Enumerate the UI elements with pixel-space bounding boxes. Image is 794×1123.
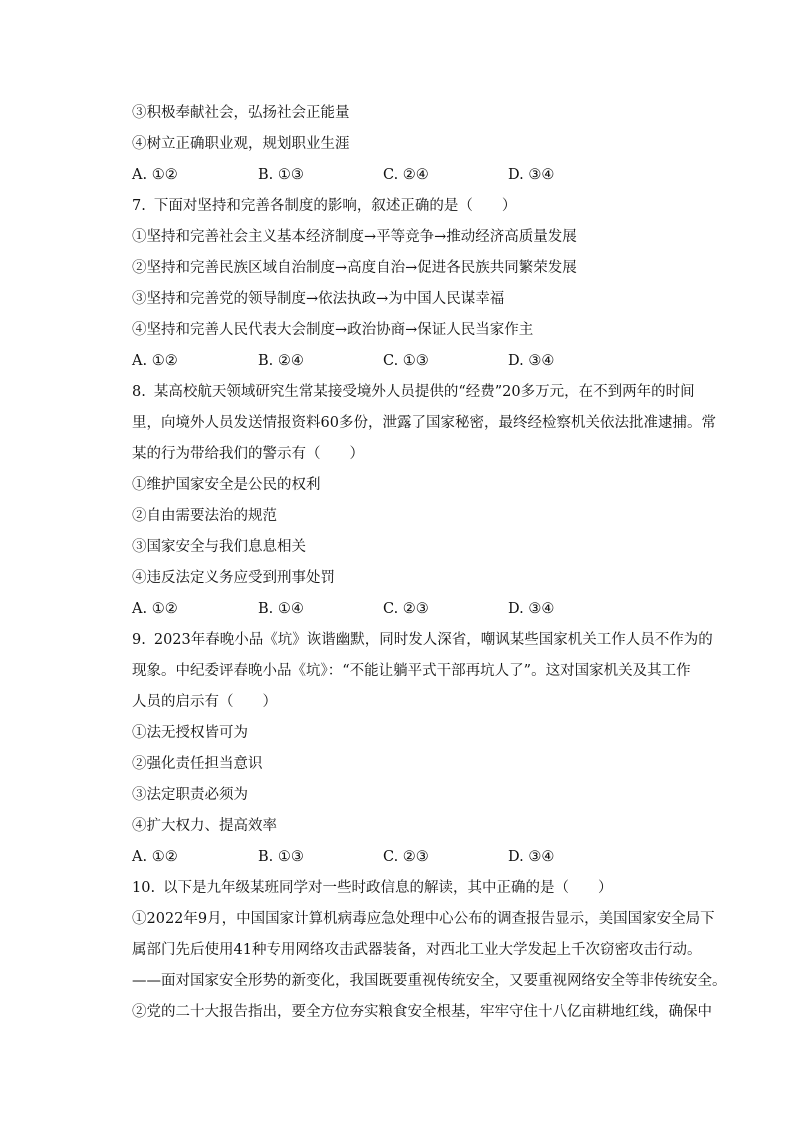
- answer-choices: [132, 842, 707, 873]
- exam-content: [132, 98, 727, 1028]
- question-7-stem: [132, 191, 707, 222]
- question-stem-text: 里，向境外人员发送情报资料60多份，泄露了国家秘密，最终经检察机关依法批准逮捕。常: [132, 415, 716, 431]
- choice-d: D. ③④: [508, 849, 555, 865]
- option-item: ②坚持和完善民族区域自治制度→高度自治→促进各民族共同繁荣发展: [132, 260, 577, 276]
- choice-c: C. ①③: [383, 353, 429, 369]
- question-stem-text: 某高校航天领域研究生常某接受境外人员提供的“经费”20多万元，在不到两年的时间: [153, 384, 695, 400]
- choice-d: D. ③④: [508, 353, 555, 369]
- choice-b: B. ②④: [258, 353, 304, 369]
- choice-b: B. ①③: [258, 849, 304, 865]
- option-item: ①法无授权皆可为: [132, 725, 248, 741]
- question-stem-text: 以下是九年级某班同学对一些时政信息的解读，其中正确的是（ ）: [163, 880, 613, 896]
- choice-a: A. ①②: [132, 167, 178, 183]
- choice-c: C. ②③: [383, 849, 429, 865]
- option-item: ③法定职责必须为: [132, 787, 248, 803]
- option-item: ③坚持和完善党的领导制度→依法执政→为中国人民谋幸福: [132, 291, 505, 307]
- option-item: ④违反法定义务应受到刑事处罚: [132, 570, 335, 586]
- question-number: 7.: [132, 198, 146, 214]
- option-item: ④树立正确职业观，规划职业生涯: [132, 136, 350, 152]
- option-item: ④坚持和完善人民代表大会制度→政治协商→保证人民当家作主: [132, 322, 534, 338]
- option-item: ②党的二十大报告指出，要全方位夯实粮食安全根基，牢牢守住十八亿亩耕地红线，确保中: [132, 1004, 712, 1020]
- choice-b: B. ①③: [258, 167, 304, 183]
- question-stem-text: 2023年春晚小品《坑》诙谐幽默，同时发人深省，嘲讽某些国家机关工作人员不作为的: [153, 632, 713, 648]
- option-item: ②自由需要法治的规范: [132, 508, 277, 524]
- option-item: ②强化责任担当意识: [132, 756, 263, 772]
- choice-c: C. ②④: [383, 167, 429, 183]
- option-item: ③国家安全与我们息息相关: [132, 539, 306, 555]
- question-stem-text: 现象。中纪委评春晚小品《坑》：“不能让躺平式干部再坑人了”。这对国家机关及其工作: [132, 663, 691, 679]
- choice-a: A. ①②: [132, 849, 178, 865]
- question-9-stem: [132, 625, 713, 656]
- question-8-stem: [132, 377, 707, 408]
- option-item: ③积极奉献社会，弘扬社会正能量: [132, 105, 350, 121]
- choice-a: A. ①②: [132, 353, 178, 369]
- option-item: ——面对国家安全形势的新变化，我国既要重视传统安全，又要重视网络安全等非传统安全。: [132, 973, 727, 989]
- question-stem-text: 下面对坚持和完善各制度的影响，叙述正确的是（ ）: [153, 198, 517, 214]
- choice-d: D. ③④: [508, 601, 555, 617]
- choice-b: B. ①④: [258, 601, 304, 617]
- option-item: ①维护国家安全是公民的权利: [132, 477, 321, 493]
- option-item: 属部门先后使用41种专用网络攻击武器装备，对西北工业大学发起上千次窃密攻击行动。: [132, 942, 702, 958]
- question-stem-text: 某的行为带给我们的警示有（ ）: [132, 446, 364, 462]
- question-number: 8.: [132, 384, 146, 400]
- answer-choices: [132, 594, 707, 625]
- question-number: 9.: [132, 632, 146, 648]
- answer-choices: [132, 346, 707, 377]
- question-number: 10.: [132, 880, 156, 896]
- option-item: ①坚持和完善社会主义基本经济制度→平等竞争→推动经济高质量发展: [132, 229, 577, 245]
- option-item: ①2022年9月，中国国家计算机病毒应急处理中心公布的调查报告显示，美国国家安全局下: [132, 911, 715, 927]
- option-item: ④扩大权力、提高效率: [132, 818, 277, 834]
- choice-a: A. ①②: [132, 601, 178, 617]
- choice-c: C. ②③: [383, 601, 429, 617]
- question-stem-text: 人员的启示有（ ）: [132, 694, 277, 710]
- question-10-stem: [132, 873, 707, 904]
- answer-choices: [132, 160, 707, 191]
- choice-d: D. ③④: [508, 167, 555, 183]
